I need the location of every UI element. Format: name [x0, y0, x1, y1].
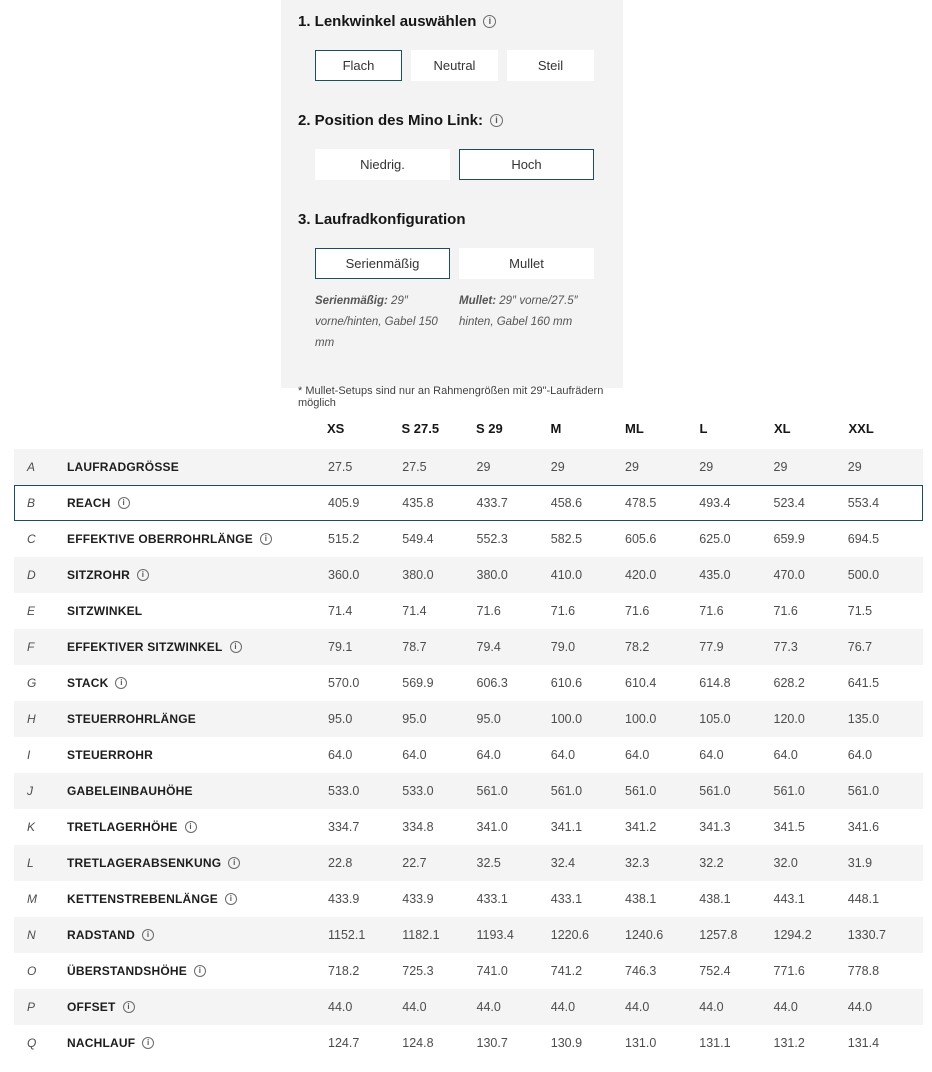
geometry-table [14, 408, 923, 1061]
selector-group-1 [298, 13, 605, 81]
info-icon[interactable]: i [185, 821, 197, 833]
geometry-value: 77.3 [773, 640, 798, 654]
row-label-text: STEUERROHR [67, 748, 154, 762]
geometry-value: 334.7 [328, 820, 360, 834]
row-letter: H [27, 712, 36, 726]
geometry-value: 71.6 [699, 604, 724, 618]
geometry-value: 771.6 [773, 964, 805, 978]
geometry-value: 131.4 [847, 1036, 880, 1050]
geometry-value: 533.0 [328, 784, 360, 798]
geometry-value: 1193.4 [476, 928, 514, 942]
geometry-value: 341.3 [699, 820, 731, 834]
geometry-value: 44.0 [773, 1000, 798, 1014]
geometry-value: 606.3 [476, 676, 508, 690]
size-column-header-xxl: XXL [848, 421, 874, 436]
table-row-steuerrohr[interactable] [14, 737, 923, 773]
geometry-value: 341.2 [625, 820, 657, 834]
geometry-value: 561.0 [550, 784, 583, 798]
table-row-tretlagerabsenkung[interactable] [14, 845, 923, 881]
geometry-value: 32.3 [625, 856, 650, 870]
geometry-value: 741.0 [476, 964, 508, 978]
geometry-value: 435.0 [699, 568, 731, 582]
geometry-value: 71.4 [402, 604, 427, 618]
row-label [67, 640, 328, 654]
row-label [67, 568, 328, 582]
geometry-value: 1240.6 [625, 928, 664, 942]
geometry-value: 420.0 [625, 568, 657, 582]
geometry-value: 31.9 [847, 856, 873, 870]
geometry-value: 44.0 [847, 1000, 873, 1014]
geometry-value: 561.0 [476, 784, 508, 798]
geometry-value: 433.7 [476, 496, 508, 510]
row-label-text: ÜBERSTANDSHÖHE [67, 964, 187, 978]
table-row-tretlagerhohe[interactable] [14, 809, 923, 845]
geometry-value: 64.0 [847, 748, 873, 762]
geometry-value: 718.2 [328, 964, 360, 978]
row-label [67, 892, 328, 906]
size-column-header-m: M [550, 421, 562, 436]
geometry-value: 641.5 [847, 676, 880, 690]
geometry-value: 71.6 [625, 604, 650, 618]
geometry-value: 71.5 [847, 604, 873, 618]
table-row-effektive-oberrohrlange[interactable] [14, 521, 923, 557]
row-label [67, 460, 328, 474]
row-label-text: TRETLAGERHÖHE [67, 820, 178, 834]
info-icon[interactable]: i [118, 497, 130, 509]
geometry-value: 120.0 [773, 712, 805, 726]
table-row-offset[interactable] [14, 989, 923, 1025]
geometry-value: 124.8 [402, 1036, 434, 1050]
table-row-radstand[interactable] [14, 917, 923, 953]
geometry-value: 659.9 [773, 532, 805, 546]
row-label-text: EFFEKTIVE OBERROHRLÄNGE [67, 532, 253, 546]
geometry-value: 470.0 [773, 568, 805, 582]
geometry-value: 32.2 [699, 856, 724, 870]
geometry-value: 614.8 [699, 676, 731, 690]
row-letter: B [27, 496, 36, 510]
row-label-text: OFFSET [67, 1000, 116, 1014]
geometry-value: 130.9 [550, 1036, 583, 1050]
geometry-value: 493.4 [699, 496, 731, 510]
row-label [67, 1036, 328, 1050]
geometry-value: 433.1 [550, 892, 583, 906]
geometry-value: 79.0 [550, 640, 576, 654]
row-letter: P [27, 1000, 36, 1014]
geometry-value: 64.0 [402, 748, 427, 762]
geometry-value: 27.5 [328, 460, 353, 474]
geometry-value: 71.6 [550, 604, 576, 618]
description-term: Serienmäßig: [315, 295, 388, 307]
geometry-selector-panel [281, 0, 623, 409]
geometry-value: 1182.1 [402, 928, 440, 942]
geometry-value: 29 [773, 460, 788, 474]
geometry-value: 78.7 [402, 640, 427, 654]
geometry-value: 605.6 [625, 532, 657, 546]
table-row-uberstandshohe[interactable] [14, 953, 923, 989]
row-letter: L [27, 856, 34, 870]
geometry-value: 71.6 [476, 604, 501, 618]
row-label-text: SITZROHR [67, 568, 130, 582]
geometry-value: 533.0 [402, 784, 434, 798]
row-label-text: RADSTAND [67, 928, 136, 942]
geometry-value: 29 [476, 460, 491, 474]
geometry-value: 478.5 [625, 496, 657, 510]
geometry-value: 100.0 [550, 712, 583, 726]
table-row-nachlauf[interactable] [14, 1025, 923, 1061]
geometry-value: 500.0 [847, 568, 880, 582]
info-icon[interactable]: i [483, 15, 496, 28]
geometry-value: 341.0 [476, 820, 508, 834]
row-letter: C [27, 532, 36, 546]
geometry-value: 433.9 [402, 892, 434, 906]
geometry-value: 29 [550, 460, 565, 474]
geometry-value: 523.4 [773, 496, 805, 510]
geometry-value: 1257.8 [699, 928, 738, 942]
row-letter: O [27, 964, 37, 978]
geometry-value: 1294.2 [773, 928, 812, 942]
geometry-value: 64.0 [773, 748, 798, 762]
selector-group-2 [298, 112, 605, 180]
geometry-value: 435.8 [402, 496, 434, 510]
row-letter: F [27, 640, 35, 654]
info-icon[interactable]: i [194, 965, 206, 977]
table-header-row [14, 408, 923, 449]
geometry-value: 95.0 [402, 712, 427, 726]
table-row-sitzrohr[interactable] [14, 557, 923, 593]
row-label [67, 676, 328, 690]
geometry-value: 433.1 [476, 892, 508, 906]
selector-title: 3. Laufradkonfiguration [298, 211, 466, 228]
geometry-value: 44.0 [476, 1000, 501, 1014]
geometry-value: 77.9 [699, 640, 724, 654]
geometry-value: 561.0 [773, 784, 805, 798]
geometry-value: 458.6 [550, 496, 583, 510]
geometry-value: 64.0 [625, 748, 650, 762]
table-row-sitzwinkel[interactable] [14, 593, 923, 629]
wheel-config-descriptions [315, 291, 594, 354]
geometry-value: 29 [847, 460, 862, 474]
geometry-value: 79.1 [328, 640, 353, 654]
geometry-value: 130.7 [476, 1036, 508, 1050]
row-letter: I [27, 748, 31, 762]
geometry-value: 778.8 [847, 964, 880, 978]
geometry-value: 78.2 [625, 640, 650, 654]
info-icon[interactable]: i [228, 857, 240, 869]
geometry-value: 334.8 [402, 820, 434, 834]
row-label-text: GABELEINBAUHÖHE [67, 784, 193, 798]
row-letter: M [27, 892, 37, 906]
row-label [67, 856, 328, 870]
geometry-value: 32.5 [476, 856, 501, 870]
info-icon[interactable]: i [490, 114, 503, 127]
geometry-value: 22.7 [402, 856, 427, 870]
geometry-value: 515.2 [328, 532, 360, 546]
geometry-value: 410.0 [550, 568, 583, 582]
geometry-value: 561.0 [625, 784, 657, 798]
geometry-value: 71.4 [328, 604, 353, 618]
info-icon[interactable]: i [137, 569, 149, 581]
geometry-value: 124.7 [328, 1036, 360, 1050]
geometry-value: 341.5 [773, 820, 805, 834]
option-button-serienmassig[interactable]: Serienmäßig [315, 248, 450, 279]
info-icon[interactable]: i [225, 893, 237, 905]
row-label [67, 748, 328, 762]
row-label [67, 820, 328, 834]
geometry-value: 610.4 [625, 676, 657, 690]
row-letter: Q [27, 1036, 37, 1050]
selector-heading [298, 13, 605, 30]
geometry-value: 44.0 [328, 1000, 353, 1014]
geometry-value: 22.8 [328, 856, 353, 870]
geometry-value: 44.0 [402, 1000, 427, 1014]
row-letter: A [27, 460, 36, 474]
geometry-value: 380.0 [476, 568, 508, 582]
row-label-text: KETTENSTREBENLÄNGE [67, 892, 218, 906]
geometry-value: 628.2 [773, 676, 805, 690]
row-label [67, 1000, 328, 1014]
option-button-hoch[interactable]: Hoch [459, 149, 594, 180]
row-label-text: REACH [67, 496, 111, 510]
geometry-value: 29 [625, 460, 639, 474]
geometry-value: 341.1 [550, 820, 583, 834]
selector-options [315, 248, 594, 279]
row-label-text: TRETLAGERABSENKUNG [67, 856, 222, 870]
geometry-value: 752.4 [699, 964, 731, 978]
geometry-value: 561.0 [699, 784, 731, 798]
geometry-value: 741.2 [550, 964, 583, 978]
row-label [67, 496, 328, 510]
row-letter: J [27, 784, 33, 798]
row-label-text: STEUERROHRLÄNGE [67, 712, 197, 726]
geometry-value: 27.5 [402, 460, 427, 474]
size-column-header-ml: ML [625, 421, 644, 436]
geometry-value: 135.0 [847, 712, 880, 726]
selector-heading [298, 112, 605, 129]
row-label-text: EFFEKTIVER SITZWINKEL [67, 640, 223, 654]
info-icon[interactable]: i [115, 677, 127, 689]
geometry-value: 552.3 [476, 532, 508, 546]
description-term: Mullet: [459, 295, 497, 307]
option-button-niedrig[interactable]: Niedrig. [315, 149, 450, 180]
row-label-text: SITZWINKEL [67, 604, 143, 618]
geometry-value: 360.0 [328, 568, 360, 582]
option-button-steil[interactable]: Steil [507, 50, 594, 81]
geometry-value: 1152.1 [328, 928, 366, 942]
table-row-kettenstrebenlange[interactable] [14, 881, 923, 917]
geometry-value: 694.5 [847, 532, 880, 546]
row-label [67, 532, 328, 546]
size-column-header-s-29: S 29 [476, 421, 503, 436]
geometry-value: 64.0 [699, 748, 724, 762]
table-row-effektiver-sitzwinkel[interactable] [14, 629, 923, 665]
selector-title: 2. Position des Mino Link: [298, 112, 484, 129]
geometry-value: 95.0 [476, 712, 501, 726]
row-letter: G [27, 676, 37, 690]
mullet-footnote: * Mullet-Setups sind nur an Rahmengrößen mit 29"-Laufrädern möglich [298, 385, 604, 409]
table-row-reach[interactable] [14, 485, 923, 521]
size-column-header-l: L [699, 421, 708, 436]
geometry-value: 131.1 [699, 1036, 731, 1050]
geometry-value: 448.1 [847, 892, 880, 906]
geometry-value: 582.5 [550, 532, 583, 546]
geometry-value: 100.0 [625, 712, 657, 726]
geometry-value: 341.6 [847, 820, 880, 834]
geometry-value: 438.1 [699, 892, 731, 906]
wheel-config-description-serienmassig: Serienmäßig: 29″ vorne/hinten, Gabel 150 mm [315, 295, 438, 349]
geometry-value: 44.0 [550, 1000, 576, 1014]
geometry-value: 64.0 [328, 748, 353, 762]
geometry-value: 32.0 [773, 856, 798, 870]
geometry-value: 64.0 [550, 748, 576, 762]
row-label-text: NACHLAUF [67, 1036, 136, 1050]
row-label [67, 928, 328, 942]
geometry-value: 725.3 [402, 964, 434, 978]
geometry-value: 443.1 [773, 892, 805, 906]
geometry-value: 76.7 [847, 640, 873, 654]
option-button-mullet[interactable]: Mullet [459, 248, 594, 279]
row-label-text: LAUFRADGRÖSSE [67, 460, 179, 474]
selector-group-3 [298, 211, 605, 354]
selector-title: 1. Lenkwinkel auswählen [298, 13, 477, 30]
selector-heading [298, 211, 605, 228]
table-row-stack[interactable] [14, 665, 923, 701]
size-column-header-xs: XS [327, 421, 345, 436]
size-column-header-s-27-5: S 27.5 [401, 421, 440, 436]
geometry-value: 44.0 [625, 1000, 650, 1014]
geometry-value: 105.0 [699, 712, 731, 726]
row-label-text: STACK [67, 676, 109, 690]
geometry-value: 405.9 [328, 496, 360, 510]
info-icon[interactable]: i [260, 533, 272, 545]
geometry-value: 131.0 [625, 1036, 657, 1050]
geometry-value: 746.3 [625, 964, 657, 978]
geometry-value: 438.1 [625, 892, 657, 906]
option-button-flach[interactable]: Flach [315, 50, 402, 81]
info-icon[interactable]: i [123, 1001, 135, 1013]
geometry-value: 64.0 [476, 748, 501, 762]
info-icon[interactable]: i [230, 641, 242, 653]
wheel-config-description-mullet: Mullet: 29″ vorne/27.5″ hinten, Gabel 160 mm [459, 295, 578, 328]
geometry-value: 44.0 [699, 1000, 724, 1014]
geometry-value: 569.9 [402, 676, 434, 690]
geometry-value: 380.0 [402, 568, 434, 582]
geometry-value: 570.0 [328, 676, 360, 690]
row-letter: K [27, 820, 36, 834]
table-row-steuerrohrlange[interactable] [14, 701, 923, 737]
size-column-header-xl: XL [774, 421, 791, 436]
geometry-value: 95.0 [328, 712, 353, 726]
geometry-value: 32.4 [550, 856, 576, 870]
selector-options [315, 50, 594, 81]
table-row-laufradgrosse[interactable] [14, 449, 923, 485]
geometry-value: 553.4 [847, 496, 880, 510]
geometry-value: 131.2 [773, 1036, 805, 1050]
selector-options [315, 149, 594, 180]
row-letter: N [27, 928, 36, 942]
geometry-value: 433.9 [328, 892, 360, 906]
geometry-value: 549.4 [402, 532, 434, 546]
table-row-gabeleinbauhohe[interactable] [14, 773, 923, 809]
row-label [67, 784, 328, 798]
info-icon[interactable]: i [142, 929, 154, 941]
geometry-value: 1330.7 [847, 928, 886, 942]
info-icon[interactable]: i [142, 1037, 154, 1049]
geometry-value: 625.0 [699, 532, 731, 546]
row-label [67, 604, 328, 618]
row-label [67, 964, 328, 978]
geometry-value: 71.6 [773, 604, 798, 618]
geometry-value: 79.4 [476, 640, 501, 654]
row-label [67, 712, 328, 726]
geometry-value: 610.6 [550, 676, 583, 690]
option-button-neutral[interactable]: Neutral [411, 50, 498, 81]
row-letter: D [27, 568, 36, 582]
row-letter: E [27, 604, 36, 618]
geometry-value: 561.0 [847, 784, 880, 798]
geometry-value: 1220.6 [550, 928, 589, 942]
geometry-value: 29 [699, 460, 714, 474]
